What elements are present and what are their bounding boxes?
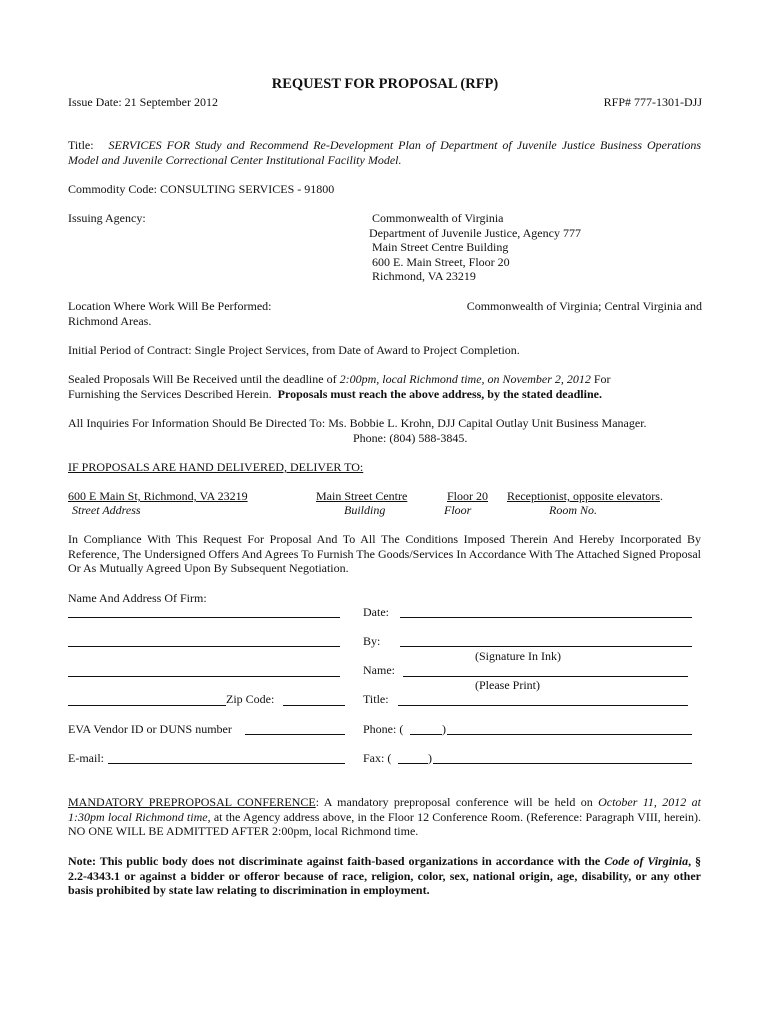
name-label: Name:: [363, 663, 395, 677]
signature-note: (Signature In Ink): [475, 649, 561, 663]
inquiries-phone: Phone: (804) 588-3845.: [353, 431, 468, 445]
page-title: REQUEST FOR PROPOSAL (RFP): [271, 76, 499, 92]
firm-name-line-2[interactable]: [68, 646, 340, 647]
rfp-title-label: Title:: [68, 138, 94, 152]
conference-intro: : A mandatory preproposal conference will be held on: [315, 795, 599, 809]
issuing-agency-address: [369, 211, 581, 284]
zip-code-field[interactable]: [283, 705, 345, 706]
agency-line: Department of Juvenile Justice, Agency 777: [369, 225, 581, 240]
sealed-prefix: Sealed Proposals Will Be Received until the deadline of: [68, 372, 340, 386]
location-value-continued: Richmond Areas.: [68, 314, 152, 328]
signature-field[interactable]: [400, 646, 692, 647]
by-label: By:: [363, 634, 381, 648]
vendor-id-label: EVA Vendor ID or DUNS number: [68, 722, 232, 736]
delivery-room-text: Receptionist, opposite elevators: [507, 489, 660, 503]
fax-paren: ): [428, 751, 432, 765]
location-value: Commonwealth of Virginia; Central Virginia and: [466, 299, 702, 313]
date-field[interactable]: [400, 617, 692, 618]
delivery-street-label: Street Address: [72, 503, 141, 517]
email-field[interactable]: [108, 763, 345, 764]
delivery-room: [507, 489, 663, 504]
fax-label: Fax: (: [363, 751, 392, 765]
delivery-floor: Floor 20: [447, 489, 489, 503]
agency-line: Richmond, VA 23219: [372, 269, 476, 283]
delivery-street: 600 E Main St, Richmond, VA 23219: [68, 489, 248, 503]
conference-date: October 11, 2012 at 1:30pm local Richmond time: [68, 795, 702, 824]
phone-paren: ): [442, 722, 446, 736]
rfp-number: RFP# 777-1301-DJJ: [603, 95, 702, 109]
note-code-reference: Code of Virginia: [604, 854, 689, 868]
issue-date: Issue Date: 21 September 2012: [68, 95, 218, 109]
delivery-building-label: Building: [344, 503, 386, 517]
phone-label: Phone: (: [363, 722, 404, 736]
sealed-proposals-line1: [68, 372, 611, 387]
date-label: Date:: [363, 605, 389, 619]
note-lead: Note: This public body does not discriminate against faith-based organizations in accordance with the: [68, 854, 605, 868]
title-label: Title:: [363, 692, 389, 706]
commodity-code: Commodity Code: CONSULTING SERVICES - 91800: [68, 182, 335, 196]
print-note: (Please Print): [475, 678, 540, 692]
agency-line: 600 E. Main Street, Floor 20: [372, 254, 510, 269]
sealed-line2: Furnishing the Services Described Herein.: [68, 387, 278, 401]
agency-line: Commonwealth of Virginia: [372, 211, 504, 225]
rfp-title-block: [68, 138, 701, 167]
sealed-proposals-line2: [68, 387, 602, 402]
rfp-title-text: SERVICES FOR Study and Recommend Re-Development Plan of Department of Juvenile Justice Business Operations Model and Juvenile Correctional Center Institutional Facility Model.: [68, 138, 701, 167]
firm-address-line-3[interactable]: [68, 676, 340, 677]
initial-period: Initial Period of Contract: Single Project Services, from Date of Award to Project Completion.: [68, 343, 520, 357]
email-label: E-mail:: [68, 751, 104, 765]
compliance-paragraph: In Compliance With This Request For Proposal And To All The Conditions Imposed Therein And Hereby Incorporated By Reference, The Undersigned Offers And Agrees To Furnish The Goods/Services In Accordance With The Attached Signed Proposal Or As Mutually Agreed Upon By Subsequent Negotiation.: [68, 532, 701, 575]
conference-paragraph: [68, 795, 701, 839]
delivery-floor-label: Floor: [444, 503, 472, 517]
fax-number-field[interactable]: [433, 763, 692, 764]
note-rest: , § 2.2-4343.1 or against a bidder or offeror because of race, religion, color, sex, national origin, age, disability, or any other basis prohibited by state law relating to discrimination in employment.: [68, 854, 702, 897]
delivery-room-label: Room No.: [549, 503, 597, 517]
nondiscrimination-note: [68, 854, 701, 898]
delivery-room-suffix: .: [659, 489, 663, 503]
vendor-id-field[interactable]: [245, 734, 345, 735]
sealed-suffix: For: [590, 372, 611, 386]
sealed-warning: Proposals must reach the above address, by the stated deadline.: [277, 387, 602, 401]
firm-name-address-label: Name And Address Of Firm:: [68, 591, 207, 605]
conference-heading: MANDATORY PREPROPOSAL CONFERENCE: [68, 795, 316, 809]
zip-code-label: Zip Code:: [226, 692, 275, 706]
fax-area-code-field[interactable]: [398, 763, 428, 764]
phone-number-field[interactable]: [447, 734, 692, 735]
firm-name-line-1[interactable]: [68, 617, 340, 618]
inquiries-contact: All Inquiries For Information Should Be Directed To: Ms. Bobbie L. Krohn, DJJ Capital Outlay Unit Business Manager.: [68, 416, 647, 430]
title-field[interactable]: [398, 705, 688, 706]
delivery-building: Main Street Centre: [316, 489, 408, 503]
issuing-agency-label: Issuing Agency:: [68, 211, 146, 225]
city-state-field[interactable]: [68, 705, 226, 706]
location-label: Location Where Work Will Be Performed:: [68, 299, 272, 313]
printed-name-field[interactable]: [403, 676, 688, 677]
agency-line: Main Street Centre Building: [372, 240, 509, 254]
hand-delivered-heading: IF PROPOSALS ARE HAND DELIVERED, DELIVER TO:: [68, 460, 364, 474]
sealed-deadline: 2:00pm, local Richmond time, on November 2, 2012: [339, 372, 591, 386]
phone-area-code-field[interactable]: [410, 734, 442, 735]
conference-details: , at the Agency address above, in the Floor 12 Conference Room. (Reference: Paragraph VIII, herein). NO ONE WILL BE ADMITTED AFTER 2:00pm, local Richmond time.: [68, 809, 701, 838]
